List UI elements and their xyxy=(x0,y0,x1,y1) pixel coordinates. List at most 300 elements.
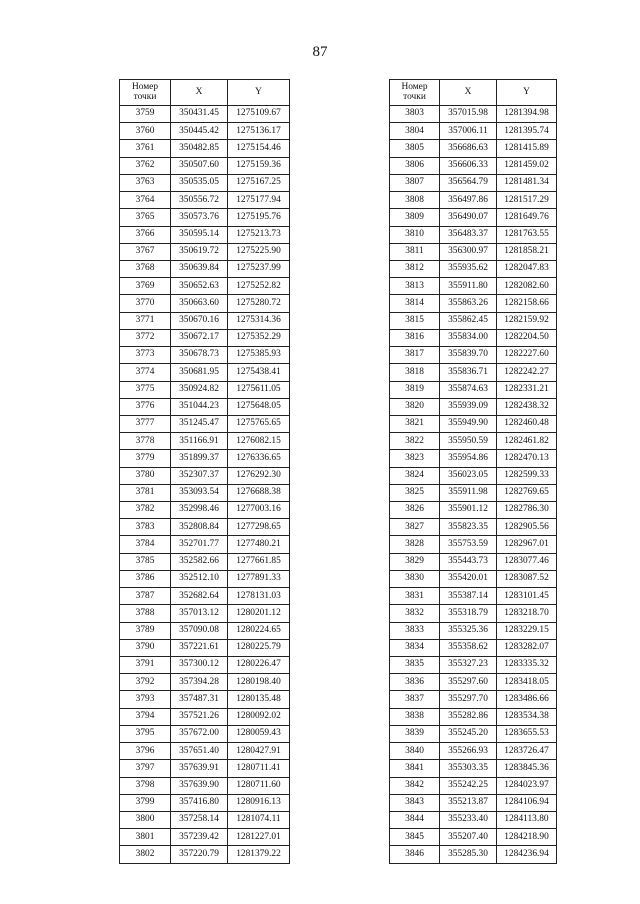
point-number-cell: 3794 xyxy=(120,708,171,725)
table-row xyxy=(390,846,557,863)
table-row xyxy=(120,553,290,570)
x-coordinate-cell: 355420.01 xyxy=(440,570,497,587)
y-coordinate-cell: 1275352.29 xyxy=(228,329,290,346)
y-coordinate-cell: 1280711.41 xyxy=(228,760,290,777)
y-coordinate-cell: 1275109.67 xyxy=(228,106,290,123)
point-number-cell: 3771 xyxy=(120,312,171,329)
y-coordinate-cell: 1275438.41 xyxy=(228,364,290,381)
y-coordinate-cell: 1277480.21 xyxy=(228,536,290,553)
point-number-cell: 3799 xyxy=(120,794,171,811)
table-row xyxy=(390,639,557,656)
x-coordinate-cell: 356497.86 xyxy=(440,192,497,209)
x-coordinate-cell: 357416.80 xyxy=(171,794,228,811)
x-coordinate-cell: 355303.35 xyxy=(440,760,497,777)
table-row xyxy=(120,329,290,346)
x-coordinate-cell: 355443.73 xyxy=(440,553,497,570)
x-coordinate-cell: 355358.62 xyxy=(440,639,497,656)
point-number-cell: 3816 xyxy=(390,329,440,346)
y-coordinate-cell: 1283282.07 xyxy=(497,639,557,656)
y-coordinate-cell: 1282470.13 xyxy=(497,450,557,467)
table-row xyxy=(390,657,557,674)
x-coordinate-cell: 355327.23 xyxy=(440,657,497,674)
y-coordinate-cell: 1283229.15 xyxy=(497,622,557,639)
table-row xyxy=(120,450,290,467)
table-row xyxy=(120,536,290,553)
x-coordinate-cell: 357521.26 xyxy=(171,708,228,725)
y-coordinate-cell: 1282461.82 xyxy=(497,433,557,450)
table-row xyxy=(390,278,557,295)
y-coordinate-cell: 1282460.48 xyxy=(497,415,557,432)
point-number-cell: 3817 xyxy=(390,347,440,364)
table-row xyxy=(390,691,557,708)
table-row xyxy=(390,174,557,191)
point-number-cell: 3826 xyxy=(390,502,440,519)
x-coordinate-cell: 355901.12 xyxy=(440,502,497,519)
point-number-cell: 3777 xyxy=(120,415,171,432)
table-row xyxy=(120,415,290,432)
x-coordinate-cell: 355213.87 xyxy=(440,794,497,811)
x-coordinate-cell: 350681.95 xyxy=(171,364,228,381)
y-coordinate-cell: 1275765.65 xyxy=(228,415,290,432)
point-number-cell: 3760 xyxy=(120,123,171,140)
point-number-cell: 3825 xyxy=(390,484,440,501)
y-coordinate-cell: 1280201.12 xyxy=(228,605,290,622)
y-coordinate-cell: 1277003.16 xyxy=(228,502,290,519)
x-coordinate-cell: 352307.37 xyxy=(171,467,228,484)
point-number-cell: 3834 xyxy=(390,639,440,656)
table-row xyxy=(120,846,290,863)
x-coordinate-cell: 355233.40 xyxy=(440,811,497,828)
x-coordinate-cell: 350924.82 xyxy=(171,381,228,398)
table-row xyxy=(120,502,290,519)
y-coordinate-cell: 1275237.99 xyxy=(228,260,290,277)
point-number-cell: 3778 xyxy=(120,433,171,450)
table-row xyxy=(390,312,557,329)
point-number-cell: 3842 xyxy=(390,777,440,794)
x-coordinate-cell: 355949.90 xyxy=(440,415,497,432)
table-row xyxy=(390,725,557,742)
table-row xyxy=(390,777,557,794)
point-number-cell: 3801 xyxy=(120,829,171,846)
x-coordinate-cell: 357090.08 xyxy=(171,622,228,639)
point-number-cell: 3776 xyxy=(120,398,171,415)
x-coordinate-cell: 355823.35 xyxy=(440,519,497,536)
point-number-cell: 3811 xyxy=(390,243,440,260)
point-number-cell: 3833 xyxy=(390,622,440,639)
x-coordinate-cell: 355911.80 xyxy=(440,278,497,295)
y-coordinate-cell: 1281763.55 xyxy=(497,226,557,243)
table-row xyxy=(120,484,290,501)
table-row xyxy=(120,192,290,209)
point-number-cell: 3838 xyxy=(390,708,440,725)
point-number-cell: 3828 xyxy=(390,536,440,553)
x-coordinate-cell: 357220.79 xyxy=(171,846,228,863)
table-row xyxy=(390,467,557,484)
point-number-cell: 3803 xyxy=(390,106,440,123)
y-coordinate-cell: 1281459.02 xyxy=(497,157,557,174)
y-coordinate-cell: 1275195.76 xyxy=(228,209,290,226)
x-coordinate-cell: 350619.72 xyxy=(171,243,228,260)
table-row xyxy=(120,708,290,725)
table-row xyxy=(120,605,290,622)
point-number-cell: 3793 xyxy=(120,691,171,708)
x-coordinate-cell: 357639.91 xyxy=(171,760,228,777)
y-coordinate-cell: 1283077.46 xyxy=(497,553,557,570)
point-number-cell: 3820 xyxy=(390,398,440,415)
x-coordinate-cell: 356023.05 xyxy=(440,467,497,484)
point-number-cell: 3774 xyxy=(120,364,171,381)
y-coordinate-cell: 1275167.25 xyxy=(228,174,290,191)
y-coordinate-cell: 1281394.98 xyxy=(497,106,557,123)
table-row xyxy=(390,605,557,622)
x-coordinate-cell: 350573.76 xyxy=(171,209,228,226)
point-number-cell: 3773 xyxy=(120,347,171,364)
table-row xyxy=(390,829,557,846)
point-number-cell: 3786 xyxy=(120,570,171,587)
y-coordinate-cell: 1280135.48 xyxy=(228,691,290,708)
point-number-cell: 3810 xyxy=(390,226,440,243)
table-row xyxy=(120,209,290,226)
table-row xyxy=(390,398,557,415)
x-coordinate-cell: 355318.79 xyxy=(440,605,497,622)
table-row xyxy=(120,106,290,123)
table-row xyxy=(390,364,557,381)
y-coordinate-cell: 1275252.82 xyxy=(228,278,290,295)
x-coordinate-cell: 355282.86 xyxy=(440,708,497,725)
table-row xyxy=(120,570,290,587)
point-number-cell: 3846 xyxy=(390,846,440,863)
y-coordinate-cell: 1275213.73 xyxy=(228,226,290,243)
point-number-cell: 3807 xyxy=(390,174,440,191)
point-number-header: Номер точки xyxy=(120,80,171,106)
y-coordinate-cell: 1282769.65 xyxy=(497,484,557,501)
table-row xyxy=(390,760,557,777)
y-coordinate-cell: 1275177.94 xyxy=(228,192,290,209)
point-number-cell: 3792 xyxy=(120,674,171,691)
y-coordinate-cell: 1282158.66 xyxy=(497,295,557,312)
table-row xyxy=(390,209,557,226)
point-number-cell: 3790 xyxy=(120,639,171,656)
table-row xyxy=(120,691,290,708)
x-coordinate-cell: 355245.20 xyxy=(440,725,497,742)
x-coordinate-cell: 350507.60 xyxy=(171,157,228,174)
x-coordinate-cell: 351899.37 xyxy=(171,450,228,467)
point-number-cell: 3763 xyxy=(120,174,171,191)
table-row xyxy=(390,811,557,828)
table-row xyxy=(390,329,557,346)
x-coordinate-cell: 355935.62 xyxy=(440,260,497,277)
y-coordinate-cell: 1276292.30 xyxy=(228,467,290,484)
table-row xyxy=(120,519,290,536)
table-row xyxy=(120,743,290,760)
table-row xyxy=(390,226,557,243)
point-number-cell: 3772 xyxy=(120,329,171,346)
x-coordinate-cell: 350678.73 xyxy=(171,347,228,364)
point-number-cell: 3836 xyxy=(390,674,440,691)
table-row xyxy=(390,708,557,725)
table-row xyxy=(390,484,557,501)
x-coordinate-cell: 352582.66 xyxy=(171,553,228,570)
point-number-cell: 3789 xyxy=(120,622,171,639)
table-row xyxy=(390,502,557,519)
point-number-cell: 3759 xyxy=(120,106,171,123)
table-row xyxy=(120,639,290,656)
point-number-cell: 3813 xyxy=(390,278,440,295)
y-coordinate-cell: 1280225.79 xyxy=(228,639,290,656)
y-coordinate-cell: 1276688.38 xyxy=(228,484,290,501)
table-row xyxy=(120,278,290,295)
point-number-cell: 3839 xyxy=(390,725,440,742)
table-row xyxy=(390,243,557,260)
x-coordinate-cell: 350445.42 xyxy=(171,123,228,140)
y-coordinate-cell: 1284113.80 xyxy=(497,811,557,828)
table-row xyxy=(390,295,557,312)
table-row xyxy=(390,588,557,605)
y-coordinate-cell: 1283845.36 xyxy=(497,760,557,777)
point-number-cell: 3804 xyxy=(390,123,440,140)
point-number-cell: 3787 xyxy=(120,588,171,605)
x-coordinate-cell: 353093.54 xyxy=(171,484,228,501)
table-row xyxy=(120,123,290,140)
x-coordinate-cell: 356564.79 xyxy=(440,174,497,191)
x-coordinate-cell: 355839.70 xyxy=(440,347,497,364)
table-row xyxy=(120,794,290,811)
point-number-cell: 3805 xyxy=(390,140,440,157)
y-coordinate-cell: 1282227.60 xyxy=(497,347,557,364)
table-row xyxy=(120,140,290,157)
x-coordinate-cell: 355753.59 xyxy=(440,536,497,553)
x-coordinate-cell: 350535.05 xyxy=(171,174,228,191)
x-coordinate-cell: 350639.84 xyxy=(171,260,228,277)
x-coordinate-cell: 350672.17 xyxy=(171,329,228,346)
y-coordinate-cell: 1275136.17 xyxy=(228,123,290,140)
y-coordinate-cell: 1281379.22 xyxy=(228,846,290,863)
x-coordinate-cell: 352682.64 xyxy=(171,588,228,605)
table-row xyxy=(120,347,290,364)
x-coordinate-cell: 351044.23 xyxy=(171,398,228,415)
y-coordinate-cell: 1280916.13 xyxy=(228,794,290,811)
x-coordinate-cell: 355911.98 xyxy=(440,484,497,501)
y-coordinate-cell: 1283218.70 xyxy=(497,605,557,622)
coordinates-table-right xyxy=(389,79,557,864)
y-coordinate-cell: 1277298.65 xyxy=(228,519,290,536)
y-coordinate-cell: 1281517.29 xyxy=(497,192,557,209)
table-row xyxy=(390,450,557,467)
x-coordinate-cell: 357300.12 xyxy=(171,657,228,674)
x-header: X xyxy=(440,80,497,106)
x-coordinate-cell: 351166.91 xyxy=(171,433,228,450)
point-number-cell: 3840 xyxy=(390,743,440,760)
table-row xyxy=(390,415,557,432)
y-coordinate-cell: 1282082.60 xyxy=(497,278,557,295)
y-coordinate-cell: 1283101.45 xyxy=(497,588,557,605)
point-number-cell: 3824 xyxy=(390,467,440,484)
point-number-cell: 3766 xyxy=(120,226,171,243)
y-header: Y xyxy=(497,80,557,106)
point-number-cell: 3808 xyxy=(390,192,440,209)
table-row xyxy=(120,157,290,174)
point-number-cell: 3779 xyxy=(120,450,171,467)
table-row xyxy=(390,553,557,570)
x-coordinate-cell: 355939.09 xyxy=(440,398,497,415)
y-coordinate-cell: 1284106.94 xyxy=(497,794,557,811)
point-number-cell: 3800 xyxy=(120,811,171,828)
y-coordinate-cell: 1280226.47 xyxy=(228,657,290,674)
point-number-cell: 3795 xyxy=(120,725,171,742)
table-row xyxy=(120,243,290,260)
table-header-row xyxy=(120,80,290,106)
x-coordinate-cell: 357639.90 xyxy=(171,777,228,794)
y-coordinate-cell: 1283335.32 xyxy=(497,657,557,674)
y-coordinate-cell: 1282331.21 xyxy=(497,381,557,398)
x-coordinate-cell: 357013.12 xyxy=(171,605,228,622)
x-coordinate-cell: 355207.40 xyxy=(440,829,497,846)
point-number-cell: 3806 xyxy=(390,157,440,174)
point-number-cell: 3844 xyxy=(390,811,440,828)
point-number-cell: 3802 xyxy=(120,846,171,863)
y-coordinate-cell: 1283534.38 xyxy=(497,708,557,725)
y-coordinate-cell: 1275611.05 xyxy=(228,381,290,398)
y-coordinate-cell: 1281481.34 xyxy=(497,174,557,191)
x-coordinate-cell: 352998.46 xyxy=(171,502,228,519)
table-row xyxy=(120,622,290,639)
table-row xyxy=(120,381,290,398)
x-coordinate-cell: 357239.42 xyxy=(171,829,228,846)
y-coordinate-cell: 1281415.89 xyxy=(497,140,557,157)
page-number: 87 xyxy=(312,44,328,60)
y-coordinate-cell: 1282159.92 xyxy=(497,312,557,329)
point-number-cell: 3832 xyxy=(390,605,440,622)
table-row xyxy=(120,295,290,312)
coordinates-table-left xyxy=(119,79,290,864)
y-coordinate-cell: 1282204.50 xyxy=(497,329,557,346)
table-row xyxy=(120,226,290,243)
point-number-cell: 3819 xyxy=(390,381,440,398)
x-coordinate-cell: 355863.26 xyxy=(440,295,497,312)
x-coordinate-cell: 350595.14 xyxy=(171,226,228,243)
table-row xyxy=(390,260,557,277)
y-coordinate-cell: 1283726.47 xyxy=(497,743,557,760)
point-number-cell: 3785 xyxy=(120,553,171,570)
point-number-cell: 3815 xyxy=(390,312,440,329)
point-number-cell: 3835 xyxy=(390,657,440,674)
x-coordinate-cell: 356490.07 xyxy=(440,209,497,226)
y-coordinate-cell: 1284023.97 xyxy=(497,777,557,794)
point-number-cell: 3761 xyxy=(120,140,171,157)
x-coordinate-cell: 355242.25 xyxy=(440,777,497,794)
point-number-cell: 3798 xyxy=(120,777,171,794)
y-coordinate-cell: 1282047.83 xyxy=(497,260,557,277)
point-number-cell: 3814 xyxy=(390,295,440,312)
table-row xyxy=(120,674,290,691)
y-coordinate-cell: 1283486.66 xyxy=(497,691,557,708)
table-row xyxy=(390,157,557,174)
x-coordinate-cell: 356686.63 xyxy=(440,140,497,157)
table-row xyxy=(390,123,557,140)
y-coordinate-cell: 1280711.60 xyxy=(228,777,290,794)
table-row xyxy=(120,777,290,794)
point-number-cell: 3822 xyxy=(390,433,440,450)
x-coordinate-cell: 350663.60 xyxy=(171,295,228,312)
point-number-cell: 3769 xyxy=(120,278,171,295)
point-number-cell: 3788 xyxy=(120,605,171,622)
point-number-cell: 3827 xyxy=(390,519,440,536)
x-coordinate-cell: 350556.72 xyxy=(171,192,228,209)
table-row xyxy=(390,622,557,639)
y-coordinate-cell: 1275385.93 xyxy=(228,347,290,364)
point-number-cell: 3837 xyxy=(390,691,440,708)
point-number-cell: 3780 xyxy=(120,467,171,484)
point-number-cell: 3830 xyxy=(390,570,440,587)
table-row xyxy=(120,811,290,828)
point-number-cell: 3843 xyxy=(390,794,440,811)
point-number-cell: 3775 xyxy=(120,381,171,398)
x-header: X xyxy=(171,80,228,106)
x-coordinate-cell: 357006.11 xyxy=(440,123,497,140)
point-number-cell: 3782 xyxy=(120,502,171,519)
y-coordinate-cell: 1280198.40 xyxy=(228,674,290,691)
point-number-cell: 3829 xyxy=(390,553,440,570)
table-row xyxy=(390,570,557,587)
x-coordinate-cell: 350670.16 xyxy=(171,312,228,329)
point-number-cell: 3809 xyxy=(390,209,440,226)
x-coordinate-cell: 355950.59 xyxy=(440,433,497,450)
table-row xyxy=(390,140,557,157)
y-coordinate-cell: 1280427.91 xyxy=(228,743,290,760)
table-header-row xyxy=(390,80,557,106)
y-coordinate-cell: 1281395.74 xyxy=(497,123,557,140)
y-coordinate-cell: 1282967.01 xyxy=(497,536,557,553)
point-number-cell: 3821 xyxy=(390,415,440,432)
table-row xyxy=(390,433,557,450)
table-row xyxy=(390,536,557,553)
table-row xyxy=(120,588,290,605)
y-coordinate-cell: 1283087.52 xyxy=(497,570,557,587)
y-coordinate-cell: 1281858.21 xyxy=(497,243,557,260)
y-coordinate-cell: 1283655.53 xyxy=(497,725,557,742)
x-coordinate-cell: 357221.61 xyxy=(171,639,228,656)
x-coordinate-cell: 356606.33 xyxy=(440,157,497,174)
x-coordinate-cell: 355266.93 xyxy=(440,743,497,760)
point-number-cell: 3841 xyxy=(390,760,440,777)
point-number-cell: 3781 xyxy=(120,484,171,501)
x-coordinate-cell: 355285.30 xyxy=(440,846,497,863)
x-coordinate-cell: 356300.97 xyxy=(440,243,497,260)
y-coordinate-cell: 1276336.65 xyxy=(228,450,290,467)
point-number-cell: 3770 xyxy=(120,295,171,312)
point-number-cell: 3762 xyxy=(120,157,171,174)
y-coordinate-cell: 1275280.72 xyxy=(228,295,290,312)
y-coordinate-cell: 1284218.90 xyxy=(497,829,557,846)
x-coordinate-cell: 355834.00 xyxy=(440,329,497,346)
point-number-cell: 3845 xyxy=(390,829,440,846)
point-number-cell: 3823 xyxy=(390,450,440,467)
y-coordinate-cell: 1283418.05 xyxy=(497,674,557,691)
x-coordinate-cell: 355954.86 xyxy=(440,450,497,467)
table-row xyxy=(120,760,290,777)
x-coordinate-cell: 350652.63 xyxy=(171,278,228,295)
y-coordinate-cell: 1275314.36 xyxy=(228,312,290,329)
x-coordinate-cell: 352512.10 xyxy=(171,570,228,587)
x-coordinate-cell: 355862.45 xyxy=(440,312,497,329)
y-header: Y xyxy=(228,80,290,106)
x-coordinate-cell: 355325.36 xyxy=(440,622,497,639)
x-coordinate-cell: 357651.40 xyxy=(171,743,228,760)
table-row xyxy=(120,829,290,846)
x-coordinate-cell: 357394.28 xyxy=(171,674,228,691)
x-coordinate-cell: 352808.84 xyxy=(171,519,228,536)
table-row xyxy=(390,743,557,760)
